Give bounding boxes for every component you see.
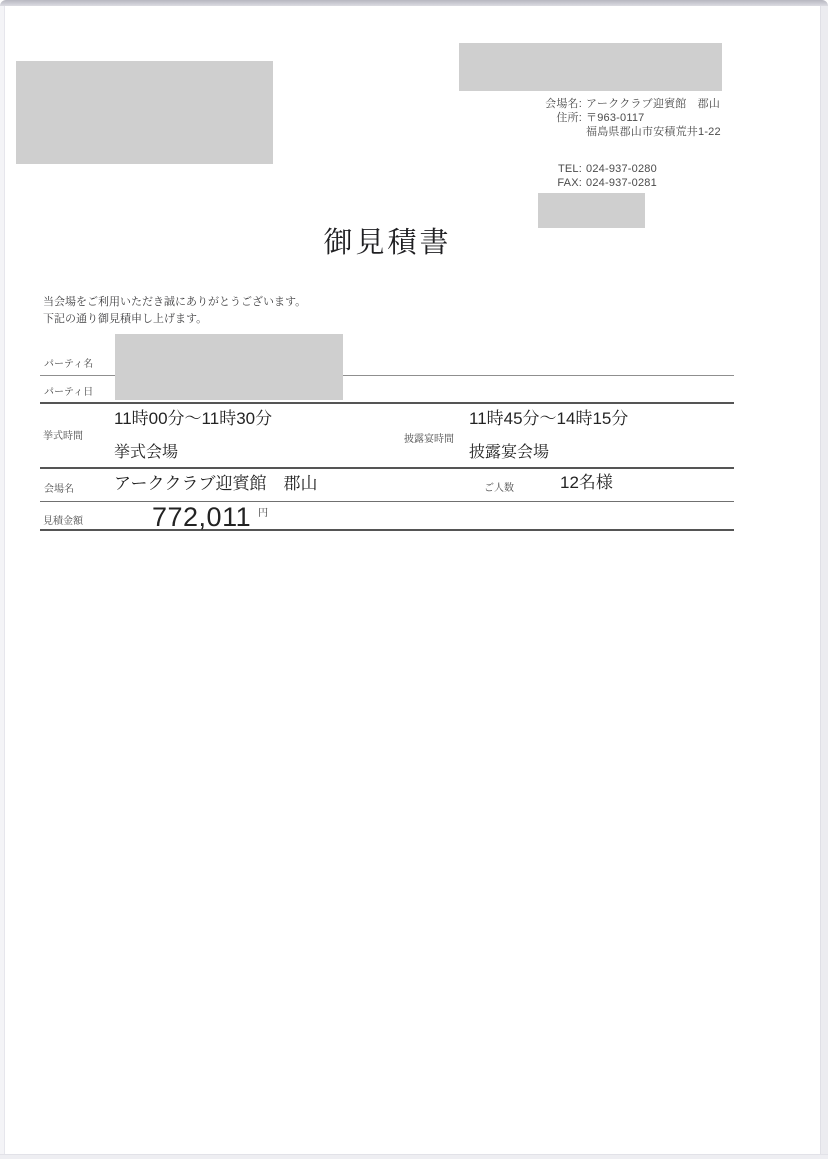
party-name-label: パーティ名 [44, 359, 94, 370]
estimate-amount-unit: 円 [258, 508, 269, 519]
tel-value: 024-937-0280 [586, 163, 657, 175]
venue-name-header-value: アーククラブ迎賓館 郡山 [586, 98, 721, 110]
venue-name-label: 会場名 [44, 484, 74, 495]
ceremony-time-label: 挙式時間 [43, 431, 83, 442]
redaction-box-party-info [115, 334, 343, 400]
party-date-label: パーティ日 [44, 387, 94, 398]
address-label-spacer [520, 125, 582, 139]
venue-name-header-label: 会場名: [545, 98, 582, 110]
venue-info-row [520, 97, 721, 111]
venue-info-row [520, 162, 721, 176]
greeting-text [43, 294, 306, 327]
estimate-amount-label: 見積金額 [43, 516, 83, 527]
estimate-amount-value [152, 501, 268, 533]
tel-label: TEL: [557, 163, 582, 175]
reception-venue-heading: 披露宴会場 [469, 444, 550, 461]
guest-count-value: 12名様 [560, 473, 613, 492]
photo-edge-bottom [0, 1154, 828, 1159]
redaction-box-staff [538, 193, 645, 228]
address-value: 福島県郡山市安積荒井1-22 [586, 126, 721, 138]
rule-under-venue-name [40, 501, 734, 502]
rule-under-amount [40, 529, 734, 531]
greeting-line-1: 当会場をご利用いただき誠にありがとうございます。 [43, 296, 307, 308]
estimate-amount-number: 772,011 [152, 502, 252, 532]
fax-value: 024-937-0281 [586, 177, 657, 189]
venue-info-block [520, 97, 721, 190]
postal-code-value: 〒963-0117 [586, 112, 645, 124]
photo-edge-left [0, 6, 5, 1154]
redaction-box-header-right [459, 43, 722, 91]
rule-under-party-date [40, 402, 734, 404]
venue-info-row [520, 176, 721, 190]
photo-edge-top [0, 0, 828, 6]
ceremony-venue-heading: 挙式会場 [114, 444, 179, 461]
address-label: 住所: [556, 112, 582, 124]
photo-edge-right [820, 6, 828, 1154]
rule-under-times [40, 467, 734, 469]
venue-info-row [520, 125, 721, 139]
redaction-box-recipient [16, 61, 273, 164]
reception-time-value: 11時45分〜14時15分 [469, 409, 629, 428]
ceremony-time-value: 11時00分〜11時30分 [114, 409, 273, 428]
guest-count-label: ご人数 [484, 483, 514, 494]
document-title: 御見積書 [323, 227, 452, 259]
venue-info-row [520, 111, 721, 125]
greeting-line-2: 下記の通り御見積申し上げます。 [43, 312, 208, 325]
reception-time-label: 披露宴時間 [404, 434, 454, 445]
venue-name-value: アーククラブ迎賓館 郡山 [114, 474, 318, 493]
fax-label: FAX: [557, 177, 582, 189]
